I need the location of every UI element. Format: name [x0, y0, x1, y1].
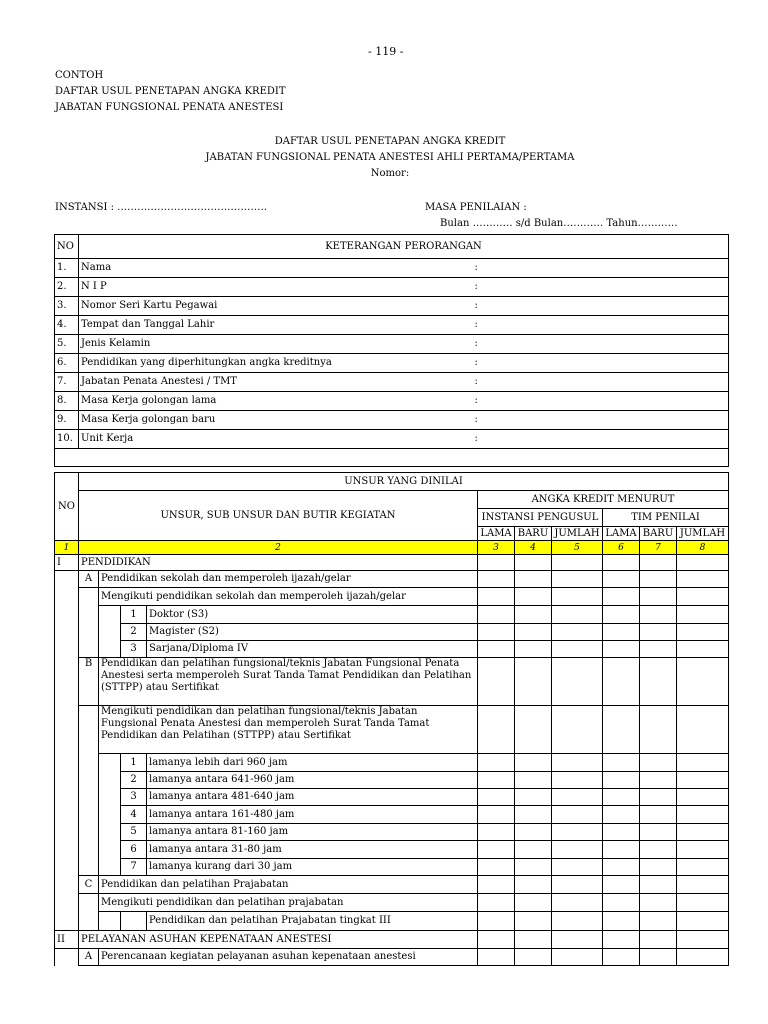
- masa-penilaian-label: MASA PENILAIAN :: [425, 202, 527, 213]
- unsur-header: UNSUR YANG DINILAI: [79, 473, 729, 491]
- section-title: PENDIDIKAN: [79, 555, 478, 571]
- col-lama: LAMA: [603, 527, 640, 541]
- intro-line-3: JABATAN FUNGSIONAL PENATA ANESTESI: [55, 102, 284, 113]
- item-row: 1 lamanya lebih dari 960 jam: [55, 754, 729, 772]
- tim-penilai-header: TIM PENILAI: [603, 509, 729, 527]
- intro-line-2: DAFTAR USUL PENETAPAN ANGKA KREDIT: [55, 86, 286, 97]
- sub-unsur-label: Perencanaan kegiatan pelayanan asuhan kepenataan anestesi: [99, 949, 478, 966]
- section-roman: II: [55, 931, 79, 949]
- doc-title-line-3: Nomor:: [370, 168, 410, 179]
- item-row: 6 lamanya antara 31-80 jam: [55, 841, 729, 859]
- section-roman: I: [55, 555, 79, 571]
- personal-row: 10. Unit Kerja :: [55, 430, 729, 449]
- col-jumlah: JUMLAH: [677, 527, 729, 541]
- item-row: 5 lamanya antara 81-160 jam: [55, 824, 729, 841]
- item-row: 3 lamanya antara 481-640 jam: [55, 789, 729, 806]
- personal-row: 9. Masa Kerja golongan baru :: [55, 411, 729, 430]
- intro-line-1: CONTOH: [55, 70, 104, 81]
- sub-unsur-label: Pendidikan dan pelatihan Prajabatan: [99, 876, 478, 894]
- sub-unsur-header: UNSUR, SUB UNSUR DAN BUTIR KEGIATAN: [79, 491, 478, 541]
- masa-penilaian-line: Bulan ………… s/d Bulan………… Tahun…………: [440, 218, 678, 229]
- personal-row: 6. Pendidikan yang diperhitungkan angka kreditnya :: [55, 354, 729, 373]
- doc-title-line-1: DAFTAR USUL PENETAPAN ANGKA KREDIT: [274, 136, 506, 147]
- instansi-pengusul-header: INSTANSI PENGUSUL: [478, 509, 603, 527]
- personal-info-table: [54, 234, 729, 467]
- col-jumlah: JUMLAH: [552, 527, 603, 541]
- assessment-table: [54, 472, 729, 966]
- personal-no-header: NO: [55, 235, 79, 259]
- item-row: 2 Magister (S2): [55, 624, 729, 641]
- item-row: 3 Sarjana/Diploma IV: [55, 641, 729, 658]
- item-row: 4 lamanya antara 161-480 jam: [55, 806, 729, 824]
- personal-row: 2. N I P :: [55, 278, 729, 297]
- col-lama: LAMA: [478, 527, 515, 541]
- item-label: Pendidikan dan pelatihan Prajabatan tingkat III: [147, 912, 478, 931]
- activity-label: Mengikuti pendidikan sekolah dan memperoleh ijazah/gelar: [99, 588, 478, 606]
- sub-letter: B: [79, 658, 99, 706]
- item-row: 7 lamanya kurang dari 30 jam: [55, 859, 729, 876]
- sub-letter: A: [79, 571, 99, 588]
- personal-row: 3. Nomor Seri Kartu Pegawai :: [55, 297, 729, 316]
- sub-letter: A: [79, 949, 99, 966]
- item-row: 2 lamanya antara 641-960 jam: [55, 772, 729, 789]
- sub-letter: C: [79, 876, 99, 894]
- doc-title-line-2: JABATAN FUNGSIONAL PENATA ANESTESI AHLI PERTAMA/PERTAMA: [205, 152, 575, 163]
- spacer-row: [55, 449, 729, 467]
- sub-unsur-label: Pendidikan sekolah dan memperoleh ijazah/gelar: [99, 571, 478, 588]
- personal-row: 8. Masa Kerja golongan lama :: [55, 392, 729, 411]
- col-baru: BARU: [640, 527, 677, 541]
- col-baru: BARU: [515, 527, 552, 541]
- activity-label: Mengikuti pendidikan dan pelatihan prajabatan: [99, 894, 478, 912]
- personal-row: 4. Tempat dan Tanggal Lahir :: [55, 316, 729, 335]
- sub-unsur-label: Pendidikan dan pelatihan fungsional/teknis Jabatan Fungsional Penata Anestesi serta memperoleh Surat Tanda Tamat Pendidikan dan Pelatihan (STTPP) atau Sertifikat: [99, 658, 478, 706]
- page-number: - 119 -: [368, 45, 404, 58]
- angka-kredit-header: ANGKA KREDIT MENURUT: [478, 491, 729, 509]
- item-row: 1 Doktor (S3): [55, 606, 729, 624]
- personal-title-header: KETERANGAN PERORANGAN: [79, 235, 729, 259]
- section-title: PELAYANAN ASUHAN KEPENATAAN ANESTESI: [79, 931, 478, 949]
- assessment-no-header: NO: [55, 473, 79, 541]
- personal-row: 5. Jenis Kelamin :: [55, 335, 729, 354]
- instansi-field: INSTANSI : ………………………………………: [55, 202, 268, 213]
- column-index-row: 1 2 3 4 5 6 7 8: [55, 541, 729, 555]
- personal-row: 1. Nama :: [55, 259, 729, 278]
- activity-label: Mengikuti pendidikan dan pelatihan fungsional/teknis Jabatan Fungsional Penata Anestesi dan memperoleh Surat Tanda Tamat Pendidikan dan Pelatihan (STTPP) atau Sertifikat: [99, 706, 478, 754]
- personal-row: 7. Jabatan Penata Anestesi / TMT :: [55, 373, 729, 392]
